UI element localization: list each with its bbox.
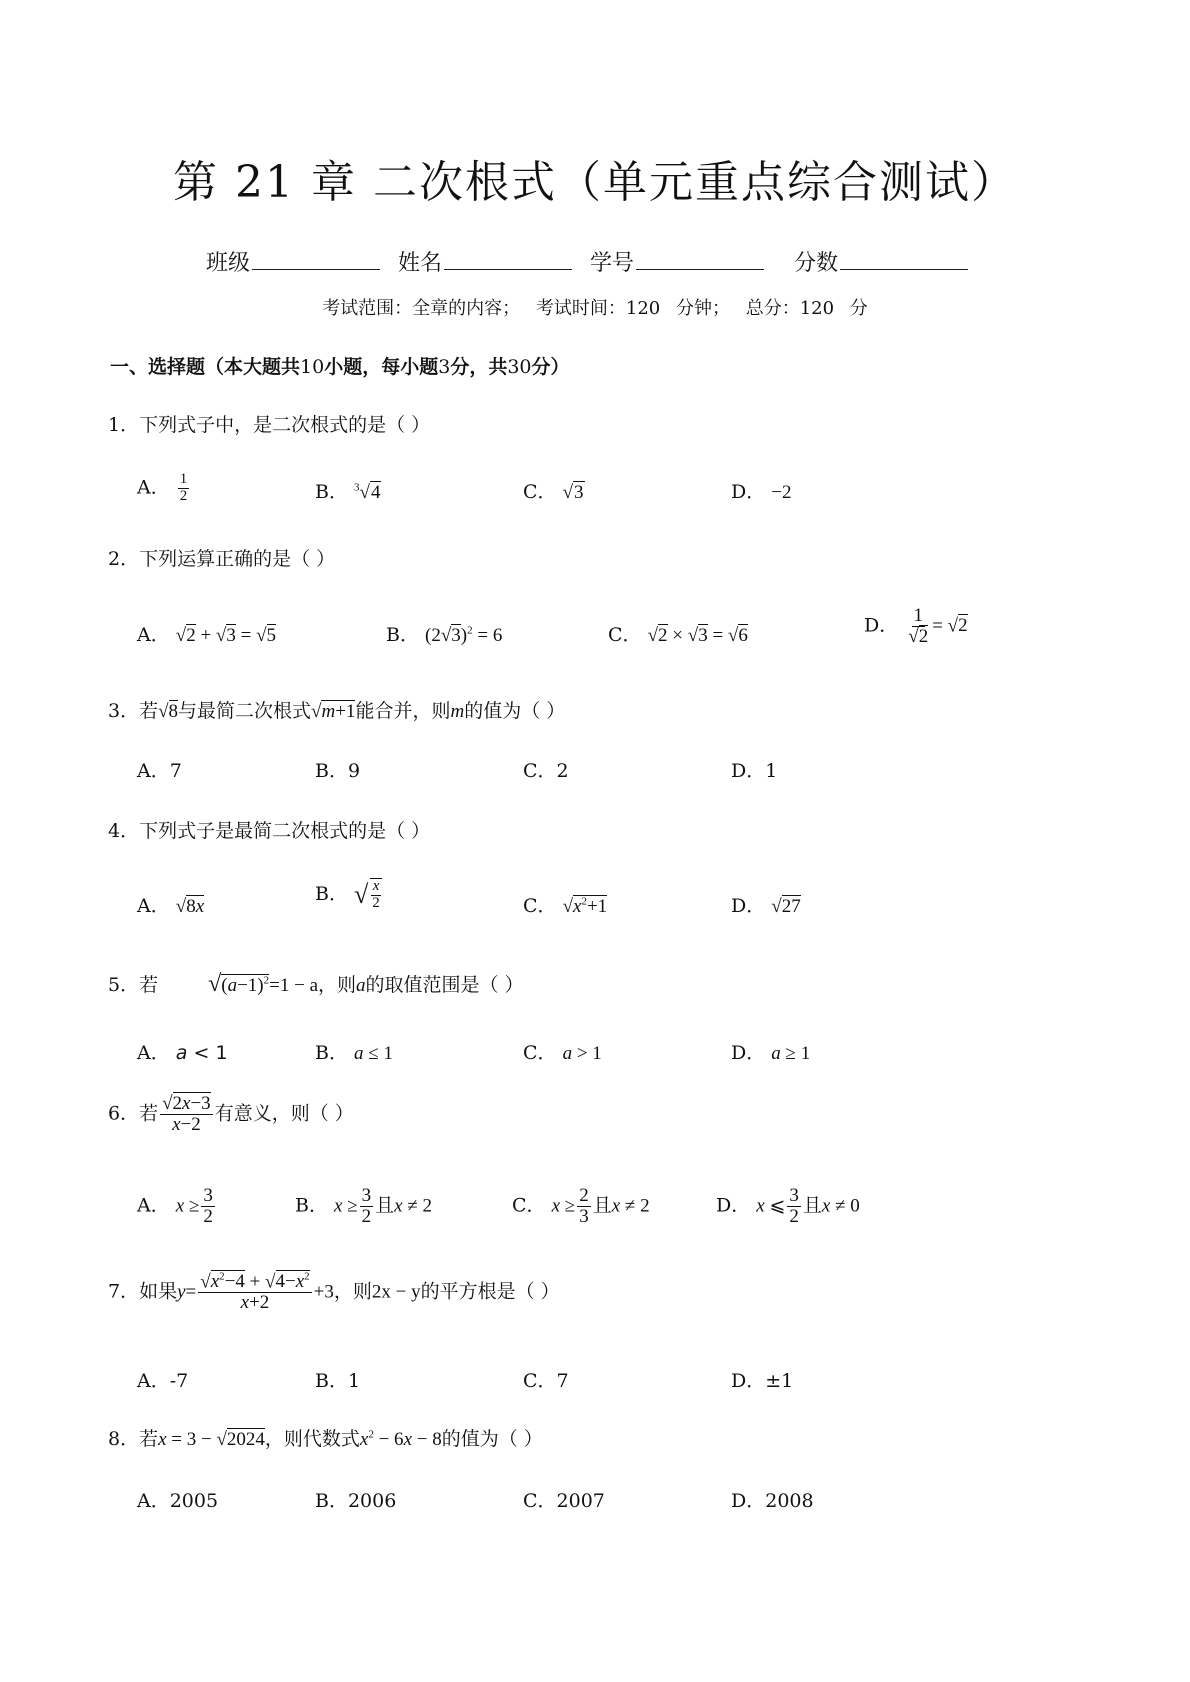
q1-b-radicand: 4 (370, 482, 381, 503)
q2-option-b-label: B． (386, 624, 419, 646)
q5-option-a-label: A． (137, 1042, 170, 1064)
q5-stem-end: 的取值范围是（ ） (365, 974, 524, 996)
q6-option-b-label: B． (295, 1194, 328, 1217)
class-blank[interactable] (252, 249, 380, 270)
q6-option-c-label: C． (512, 1194, 546, 1217)
question-2-stem: 2．下列运算正确的是（ ） (108, 548, 336, 570)
q4-option-d[interactable]: D． √27 (731, 895, 801, 917)
q7-option-d[interactable]: D．±1 (731, 1370, 794, 1392)
q3-stem-end: 的值为（ ） (464, 700, 566, 722)
class-label: 班级 (206, 251, 251, 276)
section-prefix: 一、选择题（本大题共 (110, 356, 301, 378)
q5-option-c-label: C． (523, 1042, 557, 1064)
q2-option-c-label: C． (608, 624, 642, 646)
q2-option-b[interactable]: B． $(2√3)^2 = 6$ (386, 624, 503, 646)
q8-option-d[interactable]: D．2008 (731, 1490, 814, 1512)
q6-option-a[interactable]: A． x ≥ $\frac{3}{2}$ (137, 1185, 213, 1227)
q8-stem-pre: 8．若 (108, 1428, 159, 1450)
q1-d-value: −2 (771, 482, 792, 503)
q7-option-a[interactable]: A．-7 (137, 1370, 189, 1392)
name-field (398, 246, 572, 277)
q4-option-c[interactable]: C． $√x^2+1$ (523, 895, 608, 917)
id-blank[interactable] (636, 249, 764, 270)
page-title: 第 21 章 二次根式（单元重点综合测试） (173, 157, 1017, 208)
q7-option-c[interactable]: C．7 (523, 1370, 569, 1392)
q5-option-a[interactable]: A． a < 1 (137, 1042, 228, 1064)
q6-option-d[interactable]: D． x ⩽ $\frac{3}{2}$ 且x ≠ 0 (716, 1185, 860, 1227)
q2-option-a-label: A． (137, 624, 170, 646)
name-label: 姓名 (398, 251, 443, 276)
q6-b-and: 且 (375, 1194, 395, 1217)
q2-option-d[interactable]: D． $\frac{1}{√2}$ = √2 (864, 605, 968, 647)
question-7-stem: 7．如果y= $\frac{√x^2-4 + √4-x^2}{x+2}$ +3，则2x − y的平方根是（ ） (108, 1271, 560, 1314)
q1-b-index: 3 (354, 481, 360, 494)
id-field (590, 246, 764, 277)
section-mid1: 小题，每小题 (324, 356, 439, 378)
q1-c-radicand: 3 (574, 482, 584, 503)
class-field (206, 246, 380, 277)
q1-a-denominator: 2 (179, 487, 188, 504)
name-blank[interactable] (444, 249, 572, 270)
q3-stem-var: m (450, 701, 465, 722)
q1-option-d-label: D． (731, 481, 766, 503)
q8-stem-post: ，则代数式 (264, 1428, 360, 1450)
q4-option-b-label: B． (315, 882, 348, 905)
q6-option-a-label: A． (137, 1194, 170, 1217)
q3-stem-pre: 3．若 (108, 700, 159, 722)
q4-option-a-label: A． (137, 895, 170, 917)
q8-stem-end: 的值为（ ） (441, 1428, 543, 1450)
q8-option-a[interactable]: A．2005 (137, 1490, 219, 1512)
q1-option-b[interactable]: B． $^3$√4 (315, 481, 381, 503)
q8-option-c[interactable]: C．2007 (523, 1490, 605, 1512)
q6-option-c[interactable]: C． x ≥ $\frac{2}{3}$ 且x ≠ 2 (512, 1185, 650, 1227)
q6-option-b[interactable]: B． x ≥ $\frac{3}{2}$ 且x ≠ 2 (295, 1185, 433, 1227)
section-total: 30 (507, 356, 532, 378)
section-mid2: 分，共 (450, 356, 508, 378)
exam-scope-line: 考试范围：全章的内容； 考试时间：120 分钟； 总分：120 分 (322, 298, 868, 319)
q7-option-b[interactable]: B．1 (315, 1370, 361, 1392)
q3-option-a[interactable]: A．7 (137, 760, 182, 782)
id-label: 学号 (590, 251, 635, 276)
question-6-stem: 6．若 $\frac{√2x-3}{x-2}$ 有意义，则（ ） (108, 1093, 354, 1135)
q5-stem-pre: 5．若 (108, 974, 159, 996)
q6-c-and: 且 (592, 1194, 612, 1217)
q3-option-b[interactable]: B．9 (315, 760, 361, 782)
question-1-stem: 1．下列式子中，是二次根式的是（ ） (108, 414, 431, 436)
q4-option-b[interactable]: B． √ $\frac{x}{2}$ (315, 878, 380, 911)
q5-stem-post: ，则 (318, 974, 357, 996)
q3-stem-mid: 与最简二次根式 (178, 700, 312, 722)
q6-stem-pre: 6．若 (108, 1102, 159, 1125)
q5-option-d-label: D． (731, 1042, 766, 1064)
question-8-stem: 8．若x = 3 − √2024，则代数式$x^2 - 6x - 8$的值为（ ） (108, 1428, 543, 1450)
q1-option-c[interactable]: C． √3 (523, 481, 584, 503)
q6-d-and: 且 (802, 1194, 822, 1217)
q5-option-d[interactable]: D． a ≥ 1 (731, 1042, 811, 1064)
q1-a-numerator: 1 (179, 471, 188, 487)
q2-option-a[interactable]: A． √2 + √3 = √5 (137, 624, 277, 646)
question-3-stem: 3．若√8与最简二次根式√m+1能合并，则m的值为（ ） (108, 700, 566, 722)
section-points-each: 3 (438, 356, 451, 378)
q5-option-b[interactable]: B． a ≤ 1 (315, 1042, 393, 1064)
q1-option-a[interactable] (137, 472, 191, 505)
question-4-stem: 4．下列式子是最简二次根式的是（ ） (108, 820, 431, 842)
q1-a-fraction (178, 472, 190, 505)
q7-stem-expr: 2x − y (371, 1281, 421, 1303)
section-count: 10 (300, 356, 325, 378)
section-heading (110, 352, 570, 379)
q3-option-c[interactable]: C．2 (523, 760, 569, 782)
q4-option-d-label: D． (731, 895, 766, 917)
q3-stem-post: 能合并，则 (355, 700, 451, 722)
question-5-stem: 5．若 $√(a-1)^2=1 - a$，则a的取值范围是（ ） (108, 971, 524, 997)
q1-option-a-label: A． (137, 476, 170, 499)
q7-stem-end: 的平方根是（ ） (420, 1280, 560, 1303)
q5-option-c[interactable]: C． a > 1 (523, 1042, 602, 1064)
q7-stem-post: +3，则 (313, 1281, 372, 1303)
section-suffix: 分） (531, 356, 570, 378)
q6-option-d-label: D． (716, 1194, 751, 1217)
q4-option-c-label: C． (523, 895, 557, 917)
q1-option-b-label: B． (315, 481, 348, 503)
q1-option-c-label: C． (523, 481, 557, 503)
q6-stem-end: 有意义，则（ ） (214, 1102, 354, 1125)
q1-option-d[interactable] (731, 477, 792, 504)
q4-option-a[interactable]: A． √8x (137, 895, 205, 917)
q3-option-d[interactable]: D．1 (731, 760, 778, 782)
score-blank[interactable] (840, 249, 968, 270)
q2-option-c[interactable]: C． √2 × √3 = √6 (608, 624, 748, 646)
q2-option-d-label: D． (864, 614, 899, 637)
q5-stem-eq: =1 − a (269, 975, 319, 996)
q5-option-b-label: B． (315, 1042, 348, 1064)
q7-stem-pre: 7．如果 (108, 1280, 178, 1303)
q5-stem-var: a (356, 975, 366, 996)
score-field (794, 246, 968, 277)
q8-option-b[interactable]: B．2006 (315, 1490, 397, 1512)
score-label: 分数 (794, 251, 839, 276)
